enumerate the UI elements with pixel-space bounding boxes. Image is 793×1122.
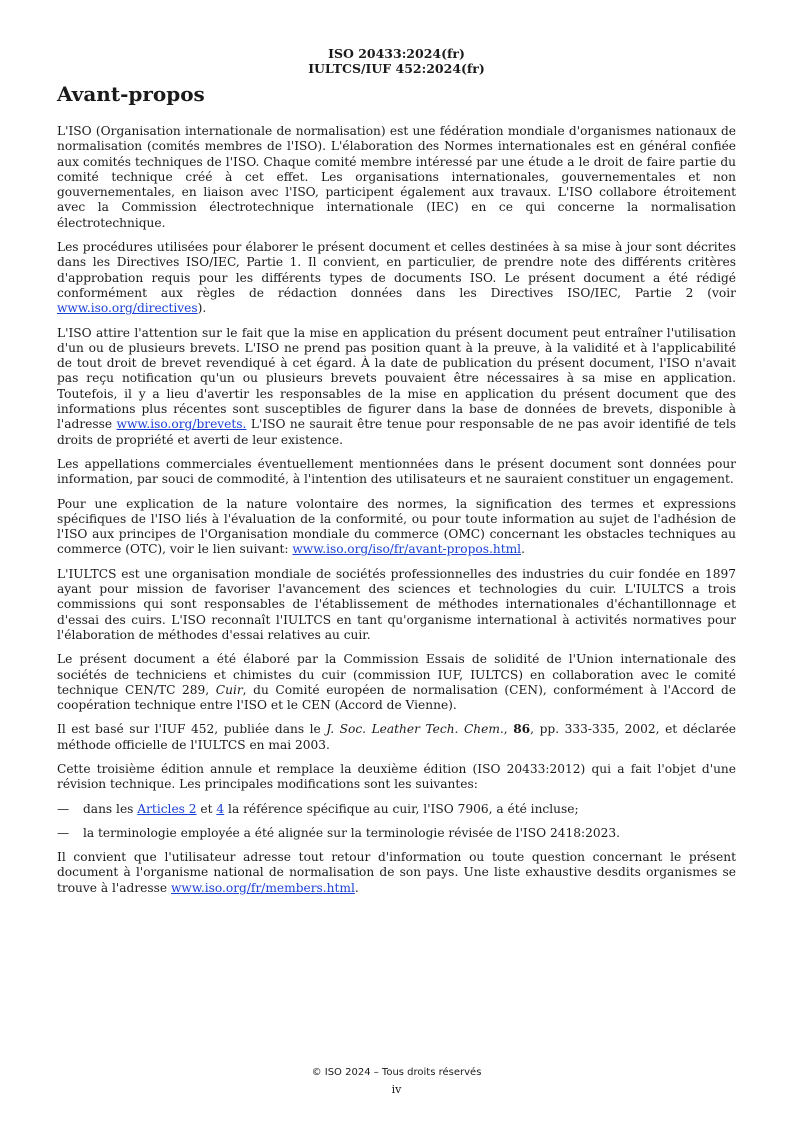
document-header — [57, 0, 736, 76]
copyright-notice: © ISO 2024 – Tous droits réservés — [311, 1067, 482, 1078]
paragraph-voluntary-nature: Pour une explication de la nature volontaire des normes, la signification des termes et expressions spécifiques de l'ISO liés à l'évaluation de la conformité, ou pour toute information au sujet de l'adhésion de l'ISO aux principes de l'Organisation mondiale du commerce (OMC) concernant les obstacles techniques au commerce (OTC), voir le lien suivant: www.iso.org/iso/fr/avant-propos.html. — [57, 496, 736, 557]
patents-link[interactable]: www.iso.org/brevets. — [116, 417, 247, 432]
paragraph-procedures: Les procédures utilisées pour élaborer le présent document et celles destinées à sa mise à jour sont décrites dans les Directives ISO/IEC, Partie 1. Il convient, en particulier, de prendre note des différents critères d'approbation requis pour les différents types de documents ISO. Le présent document a été rédigé conformément aux règles de rédaction données dans les Directives ISO/IEC, Partie 2 (voir www.iso.org/directives). — [57, 240, 736, 316]
article-4-link[interactable]: 4 — [216, 801, 225, 816]
paragraph-iso-intro: L'ISO (Organisation internationale de normalisation) est une fédération mondiale d'organismes nationaux de normalisation (comités membres de l'ISO). L'élaboration des Normes internationales est en général confiée aux comités techniques de l'ISO. Chaque comité membre intéressé par une étude a le droit de faire partie du comité technique créé à cet effet. Les organisations internationales, gouvernementales et non gouvernementales, en liaison avec l'ISO, participent également aux travaux. L'ISO collabore étroitement avec la Commission électrotechnique internationale (IEC) en ce qui concerne la normalisation électrotechnique. — [57, 124, 736, 230]
list-dash: — — [57, 825, 70, 840]
paragraph-basis: Il est basé sur l'IUF 452, publiée dans le J. Soc. Leather Tech. Chem., 86, pp. 333-335, 2002, et déclarée méthode officielle de l'IULTCS en mai 2003. — [57, 722, 736, 752]
paragraph-feedback: Il convient que l'utilisateur adresse tout retour d'information ou toute question concernant le présent document à l'organisme national de normalisation de son pays. Une liste exhaustive desdits organismes se trouve à l'adresse www.iso.org/fr/members.html. — [57, 850, 736, 895]
page-footer — [0, 1066, 793, 1098]
list-item: — dans les Articles 2 et 4 la référence spécifique au cuir, l'ISO 7906, a été incluse; — [57, 801, 579, 816]
members-link[interactable]: www.iso.org/fr/members.html — [170, 880, 355, 895]
paragraph-preparation: Le présent document a été élaboré par la Commission Essais de solidité de l'Union internationale des sociétés de techniciens et chimistes du cuir (commission IUF, IULTCS) en collaboration avec le comité technique CEN/TC 289, Cuir, du Comité européen de normalisation (CEN), conformément à l'Accord de coopération technique entre l'ISO et le CEN (Accord de Vienne). — [57, 652, 736, 713]
page-number: iv — [391, 1083, 402, 1096]
page-title: Avant-propos — [57, 82, 205, 106]
paragraph-trade-names: Les appellations commerciales éventuellement mentionnées dans le présent document sont données pour information, par souci de commodité, à l'intention des utilisateurs et ne sauraient constituer un engagement. — [57, 456, 736, 487]
paragraph-patents: L'ISO attire l'attention sur le fait que la mise en application du présent document peut entraîner l'utilisation d'un ou de plusieurs brevets. L'ISO ne prend pas position quant à la preuve, à la validité et à l'applicabilité de tout droit de brevet revendiqué à cet égard. À la date de publication du présent document, l'ISO n'avait pas reçu notification qu'un ou plusieurs brevets pouvaient être nécessaires à sa mise en application. Toutefois, il y a lieu d'avertir les responsables de la mise en application du présent document que des informations plus récentes sont susceptibles de figurer dans la base de données de brevets, disponible à l'adresse www.iso.org/brevets. L'ISO ne saurait être tenue pour responsable de ne pas avoir identifié de tels droits de propriété et averti de leur existence. — [57, 325, 736, 447]
foreword-info-link[interactable]: www.iso.org/iso/fr/avant-propos.html — [292, 542, 522, 557]
list-item: — la terminologie employée a été alignée sur la terminologie révisée de l'ISO 2418:2023. — [57, 825, 620, 840]
articles-2-link[interactable]: Articles 2 — [137, 801, 197, 816]
paragraph-edition: Cette troisième édition annule et remplace la deuxième édition (ISO 20433:2012) qui a fait l'objet d'une révision technique. Les principales modifications sont les suivantes: — [57, 761, 736, 792]
foreword-body — [57, 124, 736, 896]
list-dash: — — [57, 801, 70, 816]
paragraph-iultcs: L'IULTCS est une organisation mondiale de sociétés professionnelles des industries du cuir fondée en 1897 ayant pour mission de favoriser l'avancement des sciences et technologies du cuir. L'IULTCS a trois commissions qui sont responsables de l'établissement de méthodes internationales d'échantillonnage et d'essai des cuirs. L'ISO reconnaît l'IULTCS en tant qu'organisme international à activités normatives pour l'élaboration de méthodes d'essai relatives au cuir. — [57, 566, 736, 642]
iultcs-reference: IULTCS/IUF 452:2024(fr) — [308, 61, 485, 76]
standard-reference: ISO 20433:2024(fr) — [328, 46, 465, 61]
directives-link[interactable]: www.iso.org/directives — [57, 301, 198, 316]
